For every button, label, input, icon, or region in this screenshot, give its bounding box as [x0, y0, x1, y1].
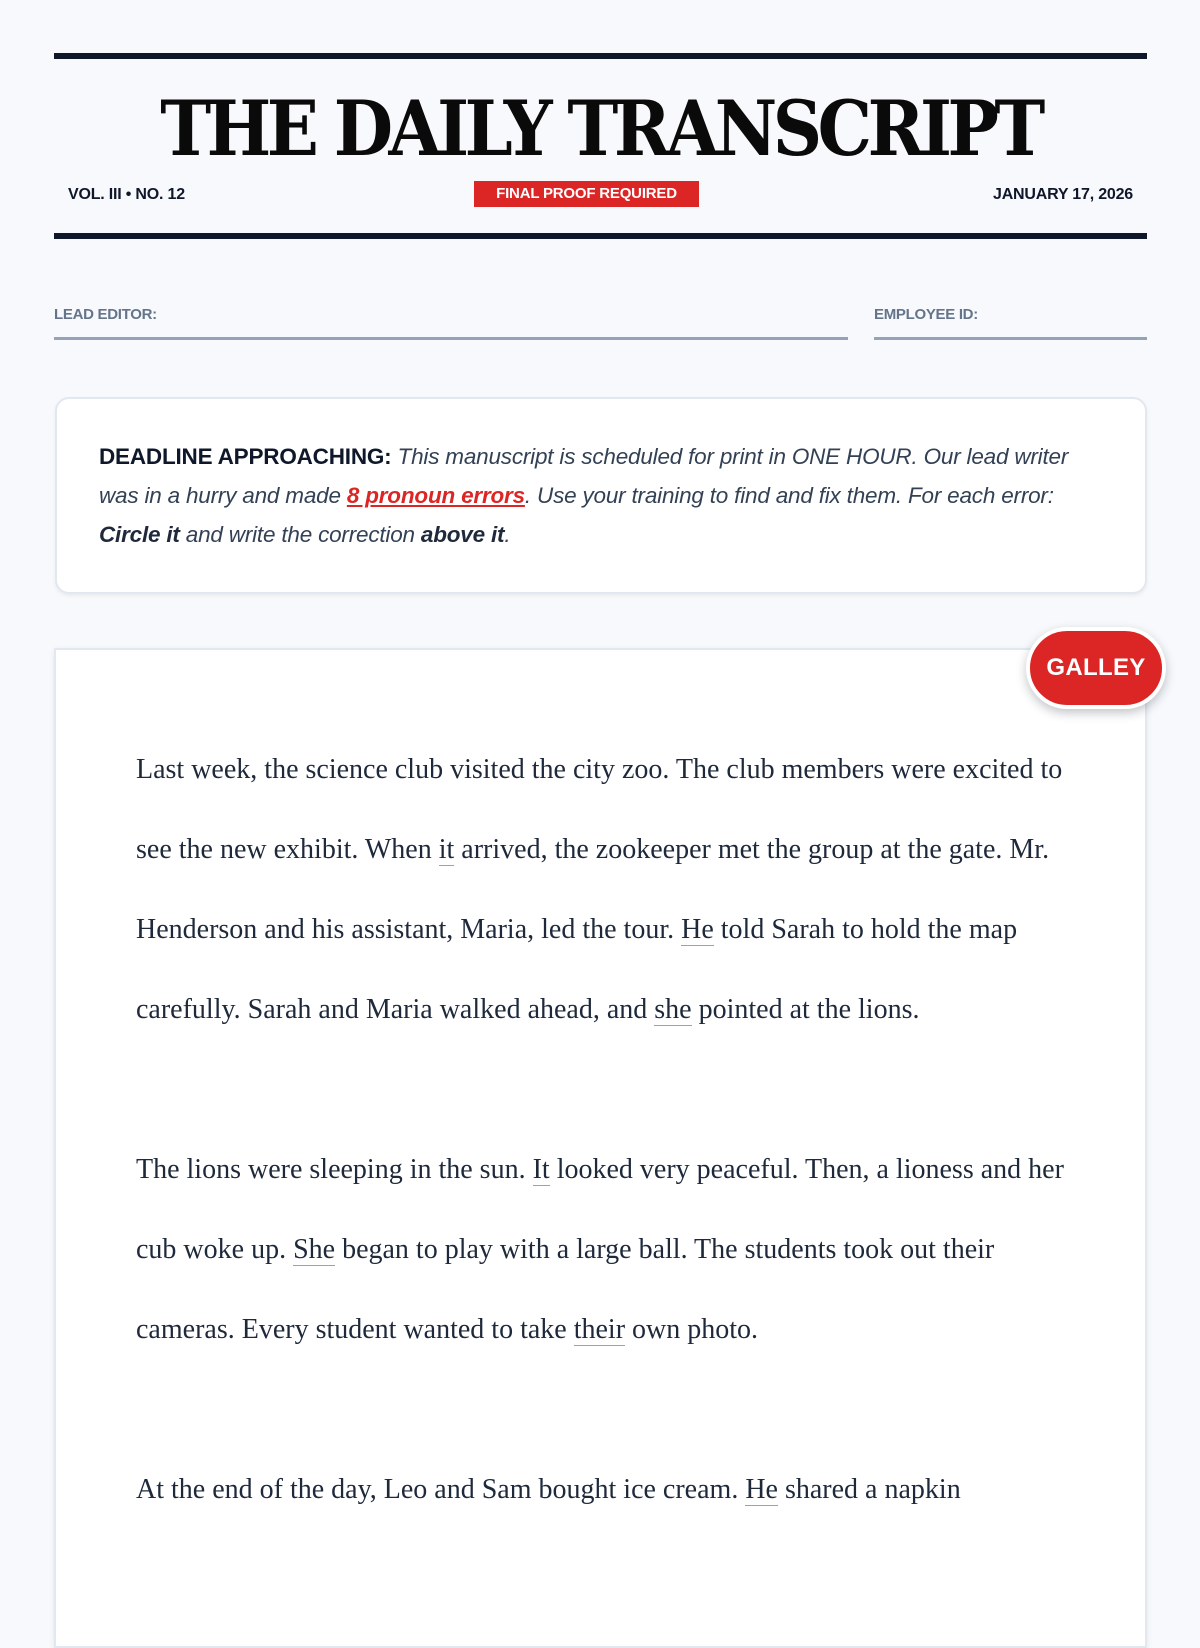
pronoun-mark[interactable]: it — [438, 834, 455, 865]
notice-text: This manuscript is scheduled for print in ONE HOUR. Our lead writer was in a hurry and made — [99, 444, 1069, 508]
notice-text: and write the correction — [179, 522, 421, 547]
text-run: told Sarah to hold the map carefully. Sarah and Maria walked ahead, and — [136, 914, 1018, 1025]
masthead — [54, 53, 1147, 239]
text-run: looked very peaceful. Then, a lioness and her cub woke up. — [136, 1154, 1064, 1265]
pronoun-mark[interactable]: He — [745, 1474, 778, 1505]
lead-editor-label: LEAD EDITOR: — [54, 306, 157, 323]
galley-tag: GALLEY — [1026, 627, 1166, 709]
lead-editor-field[interactable] — [54, 304, 848, 340]
circle-instruction: Circle it — [99, 522, 180, 547]
text-run: pointed at the lions. — [691, 994, 920, 1025]
employee-id-field[interactable] — [874, 304, 1147, 340]
text-run: arrived, the zookeeper met the group at the gate. Mr. Henderson and his assistant, Maria, led the tour. — [136, 834, 1050, 945]
text-run: At the end of the day, Leo and Sam bought ice cream. — [136, 1474, 746, 1505]
volume-number: VOL. III • NO. 12 — [68, 186, 185, 203]
employee-id-label: EMPLOYEE ID: — [874, 306, 978, 323]
paragraph — [136, 1450, 1076, 1530]
above-instruction: above it — [420, 522, 505, 547]
notice-text: . — [504, 522, 511, 547]
manuscript-text — [136, 730, 1076, 1610]
paragraph — [136, 730, 1076, 1050]
newspaper-title: THE DAILY TRANSCRIPT — [160, 84, 1041, 173]
pronoun-mark[interactable]: she — [654, 994, 692, 1025]
pronoun-mark[interactable]: She — [293, 1234, 336, 1265]
text-run: shared a napkin — [777, 1474, 961, 1505]
text-run: The lions were sleeping in the sun. — [136, 1154, 533, 1185]
issue-date: JANUARY 17, 2026 — [993, 186, 1133, 203]
text-run: own photo. — [625, 1314, 759, 1345]
text-run: began to play with a large ball. The students took out their cameras. Every student wanted to take — [136, 1234, 995, 1345]
pronoun-mark[interactable]: their — [573, 1314, 626, 1345]
pronoun-mark[interactable]: He — [681, 914, 714, 945]
notice-lead: DEADLINE APPROACHING: — [99, 444, 392, 469]
notice-text: . Use your training to find and fix them. For each error: — [524, 483, 1054, 508]
pronoun-mark[interactable]: It — [532, 1154, 550, 1185]
paragraph — [136, 1130, 1076, 1370]
final-proof-badge: FINAL PROOF REQUIRED — [474, 181, 699, 207]
error-count: 8 pronoun errors — [346, 483, 525, 508]
deadline-notice — [55, 397, 1147, 594]
text-run: Last week, the science club visited the city zoo. The club members were excited to see the new exhibit. When — [136, 754, 1063, 865]
